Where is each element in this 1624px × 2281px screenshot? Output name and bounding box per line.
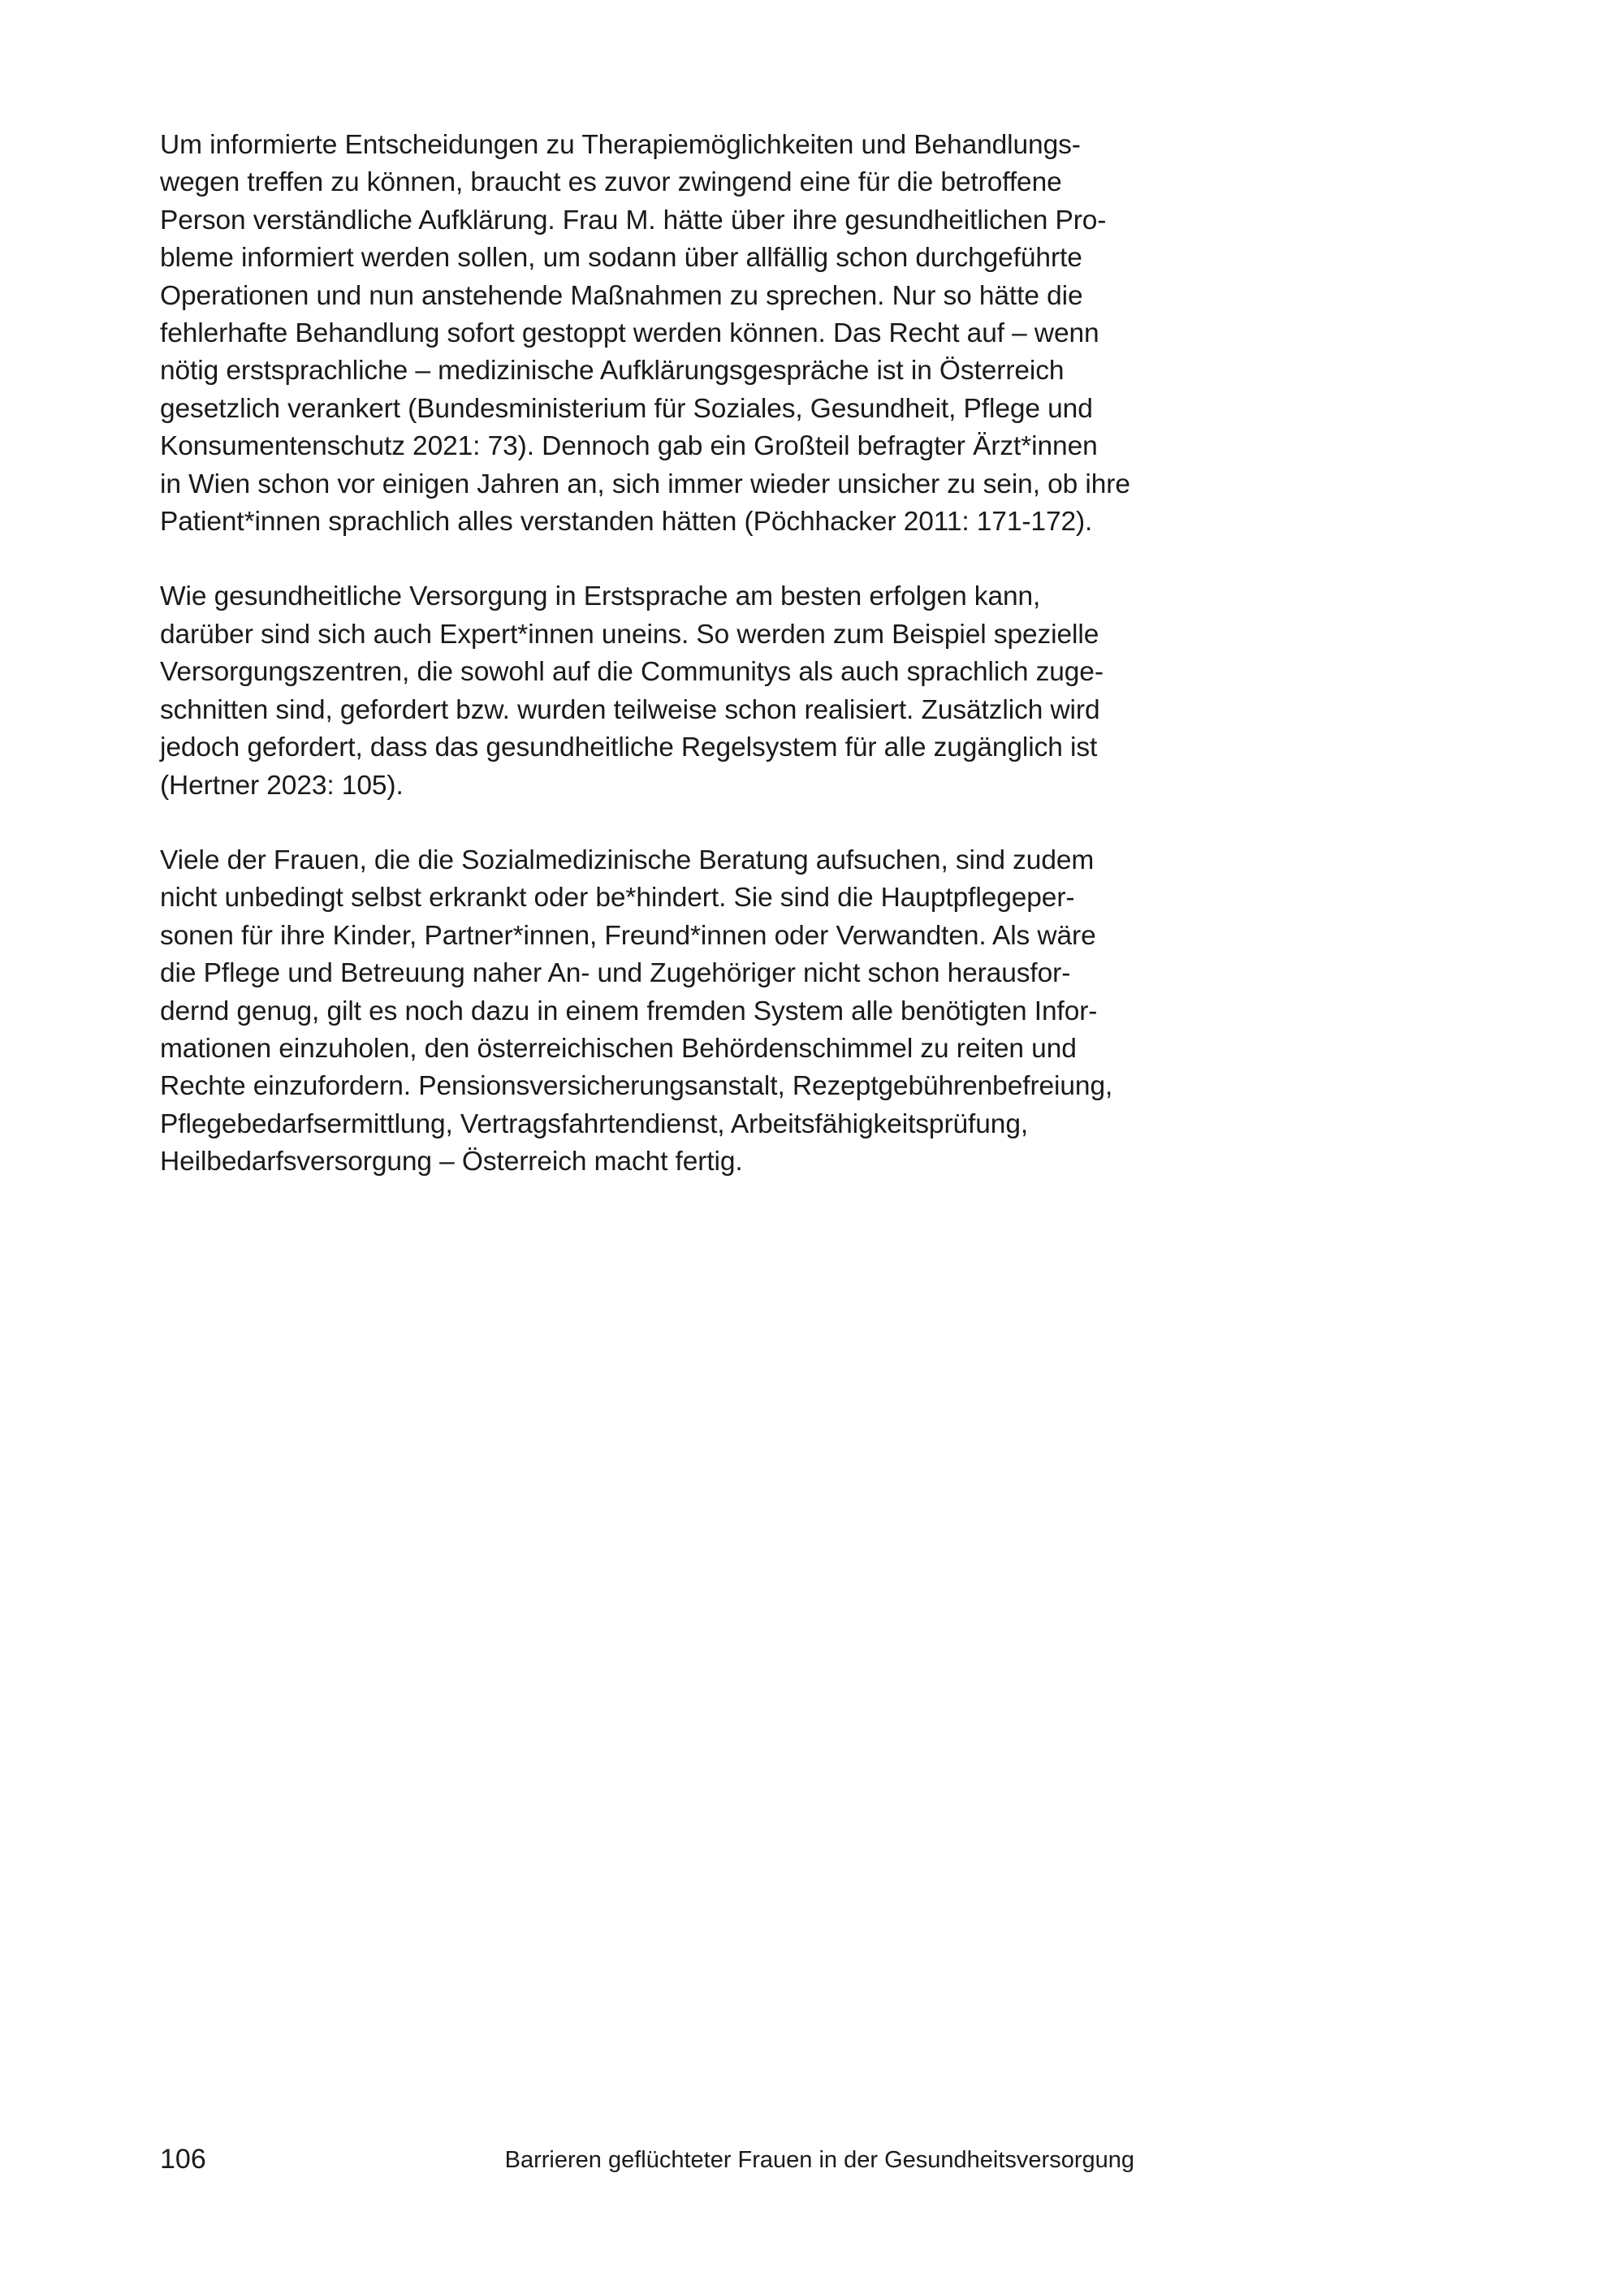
text-line: darüber sind sich auch Expert*innen uneins. So werden zum Beispiel spezielle [160, 619, 1099, 650]
text-line: Versorgungszentren, die sowohl auf die Communitys als auch sprachlich zuge- [160, 657, 1104, 688]
text-line: jedoch gefordert, dass das gesundheitliche Regelsystem für alle zugänglich ist [160, 732, 1098, 763]
text-line: (Hertner 2023: 105). [160, 770, 404, 801]
text-line: Operationen und nun anstehende Maßnahmen zu sprechen. Nur so hätte die [160, 280, 1083, 311]
text-line: dernd genug, gilt es noch dazu in einem fremden System alle benötigten Infor- [160, 996, 1098, 1026]
body-text [160, 127, 1147, 1219]
text-line: schnitten sind, gefordert bzw. wurden teilweise schon realisiert. Zusätzlich wird [160, 694, 1100, 725]
text-line: Wie gesundheitliche Versorgung in Erstsprache am besten erfolgen kann, [160, 581, 1041, 612]
text-line: in Wien schon vor einigen Jahren an, sich immer wieder unsicher zu sein, ob ihre [160, 469, 1130, 499]
text-line: Person verständliche Aufklärung. Frau M. hätte über ihre gesundheitlichen Pro- [160, 205, 1107, 235]
text-line: wegen treffen zu können, braucht es zuvor zwingend eine für die betroffene [160, 167, 1062, 198]
text-line: bleme informiert werden sollen, um sodann über allfällig schon durchgeführte [160, 243, 1082, 274]
text-line: Patient*innen sprachlich alles verstanden hätten (Pöchhacker 2011: 171-172). [160, 507, 1093, 538]
text-line: Rechte einzufordern. Pensionsversicherungsanstalt, Rezeptgebührenbefreiung, [160, 1071, 1113, 1102]
paragraph-2 [160, 578, 1147, 804]
page-number: 106 [160, 2144, 206, 2175]
text-line: nicht unbedingt selbst erkrankt oder be*hindert. Sie sind die Hauptpflegeper- [160, 883, 1075, 914]
text-line: sonen für ihre Kinder, Partner*innen, Freund*innen oder Verwandten. Als wäre [160, 920, 1096, 951]
text-line: die Pflege und Betreuung naher An- und Zugehöriger nicht schon herausfor- [160, 958, 1071, 989]
text-line: nötig erstsprachliche – medizinische Aufklärungsgespräche ist in Österreich [160, 356, 1065, 387]
text-line: Pflegebedarfsermittlung, Vertragsfahrtendienst, Arbeitsfähigkeitsprüfung, [160, 1108, 1029, 1139]
paragraph-3 [160, 842, 1147, 1182]
text-line: mationen einzuholen, den österreichischen Behördenschimmel zu reiten und [160, 1033, 1077, 1064]
text-line: fehlerhafte Behandlung sofort gestoppt werden können. Das Recht auf – wenn [160, 318, 1099, 349]
text-line: Konsumentenschutz 2021: 73). Dennoch gab ein Großteil befragter Ärzt*innen [160, 431, 1098, 462]
text-line: Viele der Frauen, die die Sozialmedizinische Beratung aufsuchen, sind zudem [160, 845, 1095, 875]
page-footer [160, 2141, 1134, 2181]
text-line: Heilbedarfsversorgung – Österreich macht fertig. [160, 1147, 743, 1177]
paragraph-1 [160, 127, 1147, 541]
running-title: Barrieren geflüchteter Frauen in der Gesundheitsversorgung [504, 2147, 1134, 2173]
text-line: gesetzlich verankert (Bundesministerium für Soziales, Gesundheit, Pflege und [160, 393, 1093, 424]
text-line: Um informierte Entscheidungen zu Therapiemöglichkeiten und Behandlungs- [160, 130, 1081, 160]
